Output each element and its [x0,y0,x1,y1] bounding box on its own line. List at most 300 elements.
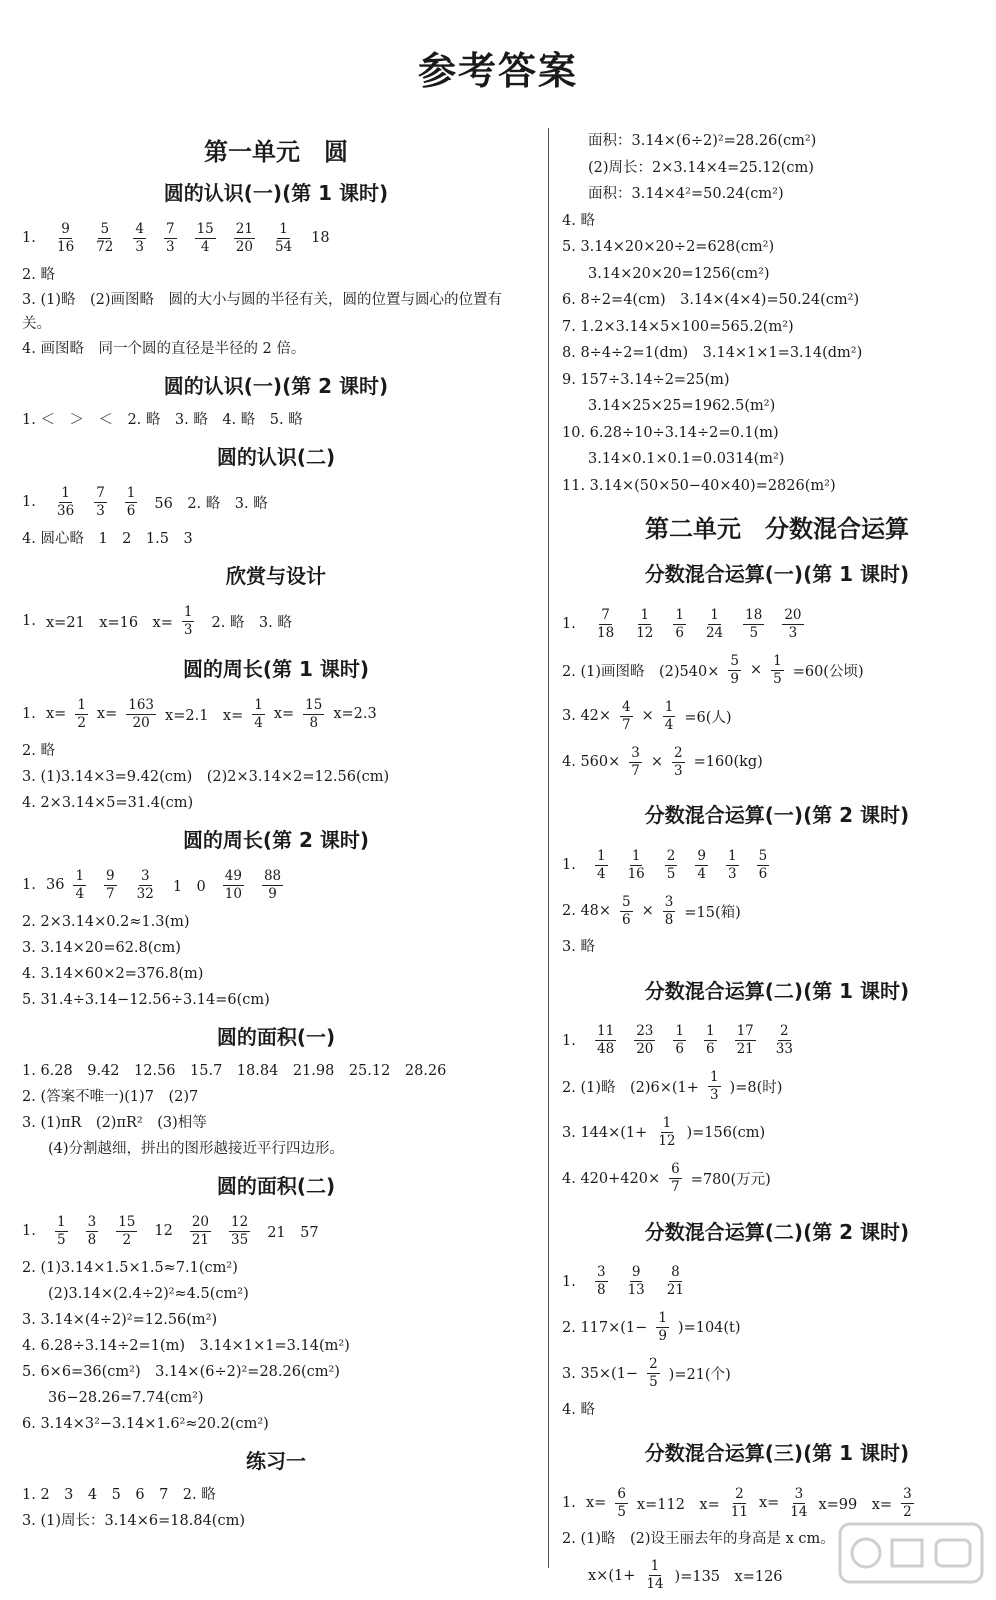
section-title: 圆的面积(二) [216,1174,336,1198]
section-title: 练习一 [246,1449,306,1473]
numerator: 163 [128,696,155,713]
numerator: 6 [617,1485,626,1502]
section-title: 分数混合运算(一)(第 1 课时) [644,562,910,586]
answer-text: 4. 420+420× [562,1170,661,1187]
fraction [782,607,803,642]
numerator: 20 [784,606,802,623]
denominator: 6 [126,502,136,519]
section-title: 圆的面积(一) [216,1025,336,1049]
operator: × [641,903,654,919]
section-title: 圆的周长(第 2 课时) [182,828,370,852]
denominator: 9 [730,670,739,687]
denominator: 4 [697,865,706,882]
numerator: 9 [697,847,706,864]
fraction-group [46,1214,146,1249]
answer-line [22,214,530,262]
answer-line [562,601,992,647]
section-title: 分数混合运算(二)(第 1 课时) [644,978,910,1003]
denominator: 2 [122,1231,132,1248]
numerator: 1 [650,1558,660,1574]
numerator: 1 [75,867,85,884]
numerator: 1 [664,698,674,715]
answer-text: )=104(t) [677,1319,741,1336]
numerator: 5 [622,893,631,910]
numerator: 2 [666,847,676,864]
answer-line: 10. 6.28÷10÷3.14÷2=0.1(m) [562,424,779,441]
denominator: 21 [736,1041,754,1057]
fraction [190,1214,211,1249]
fraction [182,604,195,639]
numerator: 1 [640,606,650,623]
answer-text: )=156(cm) [686,1124,766,1141]
answer-line: 4. 圆心略 1 2 1.5 3 [22,531,193,547]
denominator: 9 [658,1328,667,1344]
numerator: 3 [631,744,640,761]
denominator: 20 [636,1041,654,1057]
denominator: 20 [132,714,150,731]
answer-line [562,1064,992,1110]
fraction [55,1214,68,1249]
denominator: 5 [773,670,782,687]
answer-line: 3. (1)3.14×3=9.42(cm) (2)2×3.14×2=12.56(cm) [22,769,390,785]
numerator: 1 [709,1069,719,1085]
denominator: 20 [235,238,253,255]
section-title: 分数混合运算(二)(第 2 课时) [644,1219,910,1244]
section-title: 欣赏与设计 [226,564,326,588]
fraction [743,607,764,642]
fraction-group [586,607,813,642]
answer-line [562,693,992,739]
denominator: 21 [191,1231,210,1248]
numerator: 23 [636,1023,654,1039]
denominator: 8 [309,714,319,731]
answer-text: x=2.3 [333,706,377,722]
fraction [94,485,107,520]
denominator: 3 [135,238,144,255]
question-number: 1. [22,494,36,510]
operator: × [749,662,763,678]
numerator: 21 [235,220,253,237]
numerator: 9 [106,867,115,884]
numerator: 5 [100,220,110,237]
numerator: 12 [231,1213,249,1230]
answer-text: 36 [46,877,65,893]
answer-line [562,1110,992,1156]
answer-line: 4. 6.28÷3.14÷2=1(m) 3.14×1×1=3.14(m²) [22,1338,350,1354]
fraction [644,1558,665,1593]
denominator: 7 [106,885,115,902]
fraction [55,221,76,256]
fraction [620,699,633,734]
answer-line: (4)分割越细，拼出的图形越接近平行四边形。 [48,1141,345,1157]
numerator: 4 [622,698,631,715]
question-number: 1. [22,706,36,722]
answer-text: 3. 42× [562,708,612,724]
answer-line: 2. (1)略 (2)设王丽去年的身高是 x cm。 [562,1531,835,1547]
fraction [86,1214,99,1249]
answer-text: )=8(时) [729,1080,783,1096]
answer-line [562,1305,992,1351]
numerator: 1 [254,696,263,713]
denominator: 72 [96,238,114,255]
answer-line [562,842,992,888]
numerator: 18 [745,606,763,623]
denominator: 6 [705,1041,715,1057]
denominator: 7 [622,716,631,733]
answer-line: 2. 略 [22,267,55,283]
fraction-group [64,868,164,903]
answer-line [562,1018,992,1064]
numerator: 1 [773,652,782,669]
answer-line: 2. 2×3.14×0.2≈1.3(m) [22,914,190,930]
fraction [901,1486,914,1521]
answer-line: 3. (1)周长：3.14×6=18.84(cm) [22,1513,245,1529]
denominator: 3 [165,238,175,255]
answer-text: x×(1+ [588,1567,636,1584]
denominator: 3 [709,1087,719,1103]
numerator: 1 [183,603,193,620]
question-number: 1. [22,613,36,629]
numerator: 2 [674,744,683,761]
answer-line: 3. 3.14×20=62.8(cm) [22,940,181,956]
answer-text: =780(万元) [690,1172,771,1188]
answer-text: 2. 略 3. 略 [211,614,292,631]
denominator: 18 [597,624,615,641]
fraction-group [586,1264,695,1299]
numerator: 3 [903,1485,912,1502]
answer-text: x=21 x=16 x= [46,614,173,631]
denominator: 2 [903,1503,912,1520]
answer-text: x= [273,706,295,722]
denominator: 4 [75,885,85,902]
numerator: 1 [710,606,719,623]
fraction-group [214,868,292,903]
numerator: 20 [191,1213,210,1230]
fraction [234,221,255,256]
numerator: 17 [736,1023,754,1039]
fraction [663,894,676,929]
answer-line: 4. 2×3.14×5=31.4(cm) [22,795,194,811]
denominator: 12 [636,624,654,641]
question-number: 1. [562,616,576,632]
answer-text: x=99 x= [818,1496,893,1513]
answer-line: 1. ＜ ＞ ＜ 2. 略 3. 略 4. 略 5. 略 [22,412,303,428]
column-divider [548,128,549,1568]
numerator: 1 [727,847,737,864]
numerator: 7 [96,484,105,501]
fraction [229,1214,250,1249]
answer-line [562,647,992,693]
fraction-group [586,848,778,883]
fraction [757,848,770,883]
fraction [656,1310,669,1345]
fraction [771,653,784,688]
fraction [672,745,685,780]
numerator: 5 [730,652,739,669]
denominator: 35 [231,1231,249,1248]
fraction [75,697,88,732]
numerator: 3 [140,867,150,884]
answer-line [22,690,530,738]
denominator: 7 [631,762,640,779]
denominator: 2 [77,714,86,731]
fraction [634,607,655,642]
fraction [704,607,725,642]
fraction [223,868,244,903]
answer-line: 3. (1)略 (2)画图略 圆的大小与圆的半径有关，圆的位置与圆心的位置有关。 [22,292,503,332]
denominator: 6 [675,624,684,641]
answer-text: 1 0 [172,878,206,895]
answer-line [562,888,992,934]
answer-line: 面积：3.14×4²=50.24(cm²) [588,186,784,202]
denominator: 14 [790,1503,808,1520]
numerator: 7 [165,220,175,237]
answer-text: 3. 35×(1− [562,1365,639,1382]
denominator: 5 [617,1503,626,1520]
numerator: 3 [87,1213,97,1230]
denominator: 11 [730,1503,748,1520]
denominator: 12 [658,1133,676,1149]
answer-text: )=21(个) [668,1367,731,1383]
answer-line [22,1207,530,1255]
answer-line: 3. 略 [562,939,595,955]
fraction [252,697,265,732]
answer-line: 4. 略 [562,1401,595,1418]
answer-line [22,861,530,909]
numerator: 11 [597,1023,615,1039]
answer-text: 4. 560× [562,754,621,770]
numerator: 9 [61,220,70,237]
question-number: 1. [562,857,576,873]
numerator: 1 [279,220,288,237]
numerator: 1 [631,847,641,864]
answer-line: 3.14×25×25=1962.5(m²) [588,398,776,414]
answer-text: x= [586,1495,607,1511]
denominator: 8 [664,911,674,928]
numerator: 1 [675,1023,684,1039]
denominator: 4 [664,716,674,733]
section-title: 分数混合运算(一)(第 2 课时) [644,803,910,827]
answer-text: 18 [311,230,330,246]
answer-line: 2. (答案不唯一)(1)7 (2)7 [22,1089,199,1105]
fraction [595,1023,616,1058]
fraction [626,848,647,883]
numerator: 9 [631,1264,641,1280]
answer-line: 4. 略 [562,212,595,229]
answer-line: 36−28.26=7.74(cm²) [48,1390,204,1406]
answer-line: 5. 31.4÷3.14−12.56÷3.14=6(cm) [22,992,270,1008]
denominator: 5 [649,1374,658,1390]
fraction [126,697,156,732]
answer-text: x= [96,706,118,722]
unit2-title: 第二单元 分数混合运算 [645,515,909,543]
fraction-group [46,485,146,520]
numerator: 7 [601,606,610,623]
denominator: 3 [788,624,798,641]
numerator: 1 [675,606,684,623]
section-title: 圆的认识(一)(第 2 课时) [163,374,389,398]
fraction [164,221,177,256]
fraction [195,221,216,256]
answer-text: 2. (1)略 (2)6×(1+ [562,1080,699,1096]
denominator: 4 [200,238,210,255]
denominator: 3 [674,762,683,779]
answer-line: 7. 1.2×3.14×5×100=565.2(m²) [562,318,794,335]
answer-line: 3.14×20×20=1256(cm²) [588,265,770,282]
answer-line: 3. (1)πR (2)πR² (3)相等 [22,1115,207,1131]
numerator: 2 [649,1356,658,1372]
fraction [663,699,676,734]
fraction [774,1023,795,1058]
numerator: 3 [597,1264,606,1280]
fraction [133,221,146,256]
fraction [673,607,686,642]
fraction [669,1161,682,1196]
denominator: 10 [224,885,242,902]
denominator: 4 [254,714,263,731]
fraction [656,1115,677,1150]
answer-text: =60(公顷) [792,663,864,680]
fraction [615,1486,628,1521]
fraction [595,1264,608,1299]
numerator: 1 [57,1213,66,1230]
numerator: 88 [263,867,282,884]
answer-text: x=2.1 x= [165,707,244,724]
denominator: 16 [57,238,75,255]
answer-line: 3.14×0.1×0.1=0.0314(m²) [588,451,785,467]
fraction [629,745,642,780]
denominator: 5 [57,1231,66,1248]
numerator: 3 [664,893,674,910]
fraction-group [181,1214,259,1249]
answer-text: =6(人) [684,709,732,726]
answer-line: 6. 8÷2=4(cm) 3.14×(4×4)=50.24(cm²) [562,292,860,308]
denominator: 16 [627,865,645,882]
fraction [634,1023,655,1058]
answer-line [562,739,992,785]
answer-line: 3. 3.14×(4÷2)²=12.56(m²) [22,1312,218,1328]
denominator: 8 [597,1282,606,1298]
denominator: 9 [268,885,277,902]
fraction [94,221,115,256]
fraction [647,1356,660,1391]
denominator: 3 [183,621,193,638]
numerator: 8 [671,1264,680,1280]
fraction [788,1486,809,1521]
numerator: 1 [705,1023,715,1039]
fraction [704,1023,717,1058]
answer-text: x= [46,706,67,722]
fraction [303,697,324,732]
fraction [695,848,708,883]
denominator: 21 [666,1282,684,1298]
answer-text: x=112 x= [636,1496,720,1513]
answer-text: 3. 144×(1+ [562,1124,648,1141]
denominator: 6 [758,865,768,882]
question-number: 1. [22,230,36,246]
answer-text: )=135 x=126 [674,1569,783,1585]
numerator: 1 [597,847,606,864]
denominator: 48 [597,1041,615,1057]
answer-line [22,478,530,526]
denominator: 6 [675,1041,684,1057]
fraction [729,1486,750,1521]
section-title: 圆的认识(一)(第 1 课时) [163,181,389,205]
answer-line: 9. 157÷3.14÷2=25(m) [562,371,730,388]
fraction [673,1023,686,1058]
numerator: 15 [196,220,214,237]
answer-text: 56 2. 略 3. 略 [154,495,268,512]
answer-text: 12 [154,1223,173,1239]
fraction [735,1023,756,1058]
fraction [55,485,76,520]
left-column [22,128,530,1534]
fraction [73,868,86,903]
numerator: 1 [77,696,86,713]
numerator: 49 [224,867,242,884]
numerator: 1 [126,484,136,501]
fraction [626,1264,647,1299]
numerator: 15 [305,696,323,713]
denominator: 24 [705,624,724,641]
denominator: 7 [671,1179,680,1195]
answer-line: 5. 3.14×20×20÷2=628(cm²) [562,239,775,255]
numerator: 3 [794,1485,804,1502]
denominator: 3 [727,865,737,882]
answer-line [22,597,530,645]
answer-text: =15(箱) [684,904,741,921]
denominator: 8 [87,1231,97,1248]
numerator: 4 [135,220,144,237]
denominator: 32 [136,885,154,902]
fraction [728,653,741,688]
answer-text: 2. (1)画图略 (2)540× [562,663,720,680]
answer-text: 2. 48× [562,903,612,919]
answer-text: =160(kg) [693,754,763,770]
page-title: 参考答案 [417,49,578,93]
question-number: 1. [22,1223,36,1239]
numerator: 2 [780,1023,789,1039]
denominator: 54 [274,238,293,255]
answer-line [562,1259,992,1305]
fraction [726,848,739,883]
question-number: 1. [562,1032,576,1049]
answer-line: (2)3.14×(2.4÷2)²≈4.5(cm²) [48,1286,249,1302]
answer-text: 21 57 [267,1224,319,1241]
question-number: 1. [562,1273,576,1290]
watermark-logo [836,1518,986,1588]
denominator: 33 [775,1041,793,1057]
answer-line: 2. (1)3.14×1.5×1.5≈7.1(cm²) [22,1260,238,1276]
answer-line: 6. 3.14×3²−3.14×1.6²≈20.2(cm²) [22,1416,269,1432]
question-number: 1. [22,877,36,893]
answer-text: 2. 117×(1− [562,1319,648,1336]
answer-line: 面积：3.14×(6÷2)²=28.26(cm²) [588,133,817,149]
question-number: 1. [562,1495,576,1511]
answer-line: 1. 6.28 9.42 12.56 15.7 18.84 21.98 25.12 28.26 [22,1063,447,1079]
fraction [135,868,156,903]
denominator: 13 [627,1282,645,1298]
section-title: 分数混合运算(三)(第 1 课时) [644,1441,910,1465]
fraction [595,848,608,883]
fraction [273,221,294,256]
fraction [125,485,138,520]
denominator: 5 [749,624,759,641]
answer-line: 2. 略 [22,743,55,759]
answer-line [562,1351,992,1397]
fraction [595,607,616,642]
fraction [665,1264,686,1299]
